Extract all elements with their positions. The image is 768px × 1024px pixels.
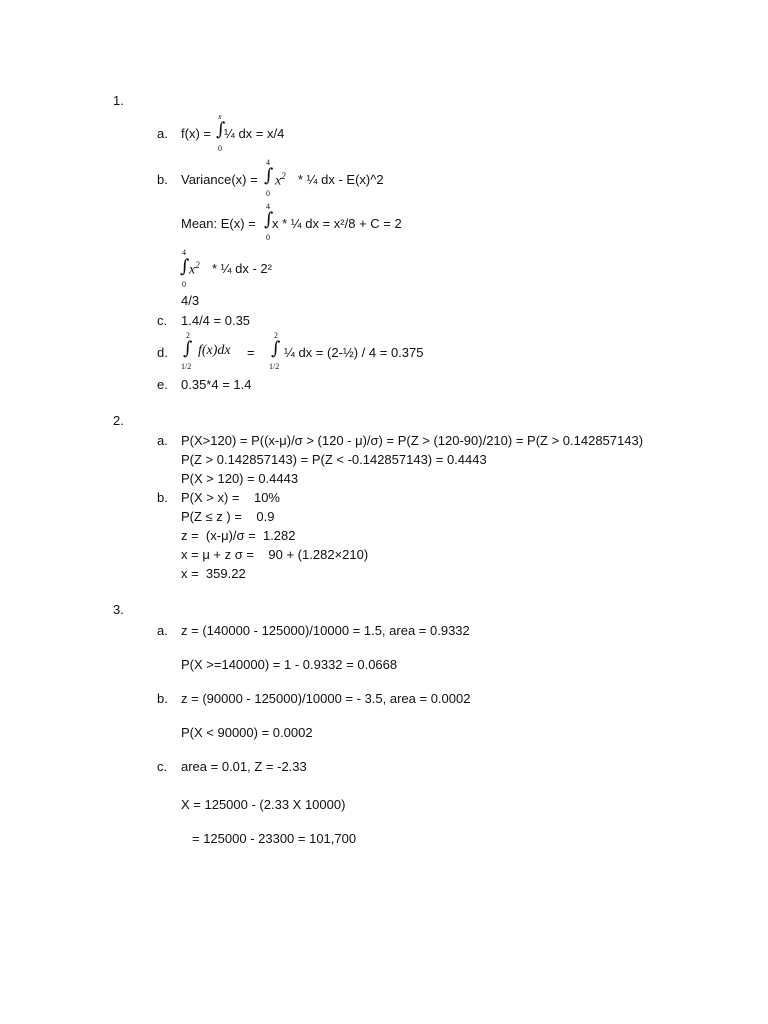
q3b-line-2: P(X < 90000) = 0.0002 [181, 725, 313, 740]
q1c-text: 1.4/4 = 0.35 [181, 313, 251, 328]
q1a-upper-limit: x [218, 112, 222, 121]
q1e-label: e. [157, 377, 168, 392]
fx-dx-term: f(x)dx [198, 343, 231, 358]
q3c-line-3: = 125000 - 23300 = 101,700 [192, 831, 357, 846]
q2b-line: P(X > x) = 10% [181, 490, 280, 505]
q1b-calc-lower-limit: 0 [182, 280, 186, 289]
q3c-line-2: X = 125000 - (2.33 X 10000) [181, 797, 346, 812]
q1b-calc-upper-limit: 4 [182, 248, 186, 257]
q3b-line-1: z = (90000 - 125000)/10000 = - 3.5, area = 0.0002 [181, 691, 471, 706]
q1a-lower-limit: 0 [218, 144, 222, 153]
q2b-line: P(Z ≤ z ) = 0.9 [181, 509, 275, 524]
q1a-rhs: ¼ dx = x/4 [224, 126, 285, 141]
integral-symbol: ∫ [264, 209, 274, 230]
integral-symbol: ∫ [264, 165, 274, 186]
integral-symbol: ∫ [180, 256, 190, 277]
q1b-variance-rhs: * ¼ dx - E(x)^2 [298, 172, 384, 187]
q1d-upper-limit-1: 2 [186, 331, 190, 340]
q1e-text: 0.35*4 = 1.4 [181, 377, 252, 392]
q1d-label: d. [157, 345, 168, 360]
q1b-variance-lhs: Variance(x) = [181, 172, 258, 187]
q1a-lhs: f(x) = [181, 126, 211, 141]
q1b-mean-upper-limit: 4 [266, 202, 270, 211]
q3a-line-2: P(X >=140000) = 1 - 0.9332 = 0.0668 [181, 657, 398, 672]
x-squared-term: $x^2$ [275, 171, 286, 189]
q2b-label: b. [157, 490, 168, 505]
q2a-line: P(Z > 0.142857143) = P(Z < -0.142857143) = 0.4443 [181, 452, 487, 467]
q3a-line-1: z = (140000 - 125000)/10000 = 1.5, area = 0.9332 [181, 623, 470, 638]
q2b-line: x = μ + z σ = 90 + (1.282×210) [181, 547, 369, 562]
x-squared-term: $x^2$ [189, 260, 200, 278]
q2b-line: z = (x-μ)/σ = 1.282 [181, 528, 296, 543]
q1b-calc-rhs: * ¼ dx - 2² [212, 261, 272, 276]
q2b-line: x = 359.22 [181, 566, 246, 581]
q1b-variance-lower-limit: 0 [266, 189, 270, 198]
q3c-line-1: area = 0.01, Z = -2.33 [181, 759, 307, 774]
q1d-upper-limit-2: 2 [274, 331, 278, 340]
q2a-line: P(X > 120) = 0.4443 [181, 471, 299, 486]
q1d-lower-limit-2: 1/2 [269, 362, 280, 371]
question-1-number: 1. [113, 93, 124, 108]
q3a-label: a. [157, 623, 168, 638]
q3c-label: c. [157, 759, 168, 774]
integral-symbol: ∫ [271, 338, 281, 359]
q3b-label: b. [157, 691, 168, 706]
q1b-label: b. [157, 172, 168, 187]
q1a-label: a. [157, 126, 168, 141]
q1b-variance-upper-limit: 4 [266, 158, 270, 167]
integral-symbol: ∫ [183, 338, 193, 359]
equals-sign: = [247, 345, 255, 360]
question-3-number: 3. [113, 602, 124, 617]
q1b-mean-lhs: Mean: E(x) = [181, 216, 256, 231]
q1b-mean-lower-limit: 0 [266, 233, 270, 242]
q1b-result: 4/3 [181, 293, 200, 308]
q1b-mean-rhs: x * ¼ dx = x²/8 + C = 2 [272, 216, 402, 231]
q1d-rhs: ¼ dx = (2-½) / 4 = 0.375 [284, 345, 424, 360]
integral-symbol: ∫ [216, 119, 226, 140]
q2a-label: a. [157, 433, 168, 448]
q2a-line: P(X>120) = P((x-μ)/σ > (120 - μ)/σ) = P(Z > (120-90)/210) = P(Z > 0.142857143) [181, 433, 644, 448]
question-2-number: 2. [113, 413, 124, 428]
q1c-label: c. [157, 313, 168, 328]
q1d-lower-limit-1: 1/2 [181, 362, 192, 371]
